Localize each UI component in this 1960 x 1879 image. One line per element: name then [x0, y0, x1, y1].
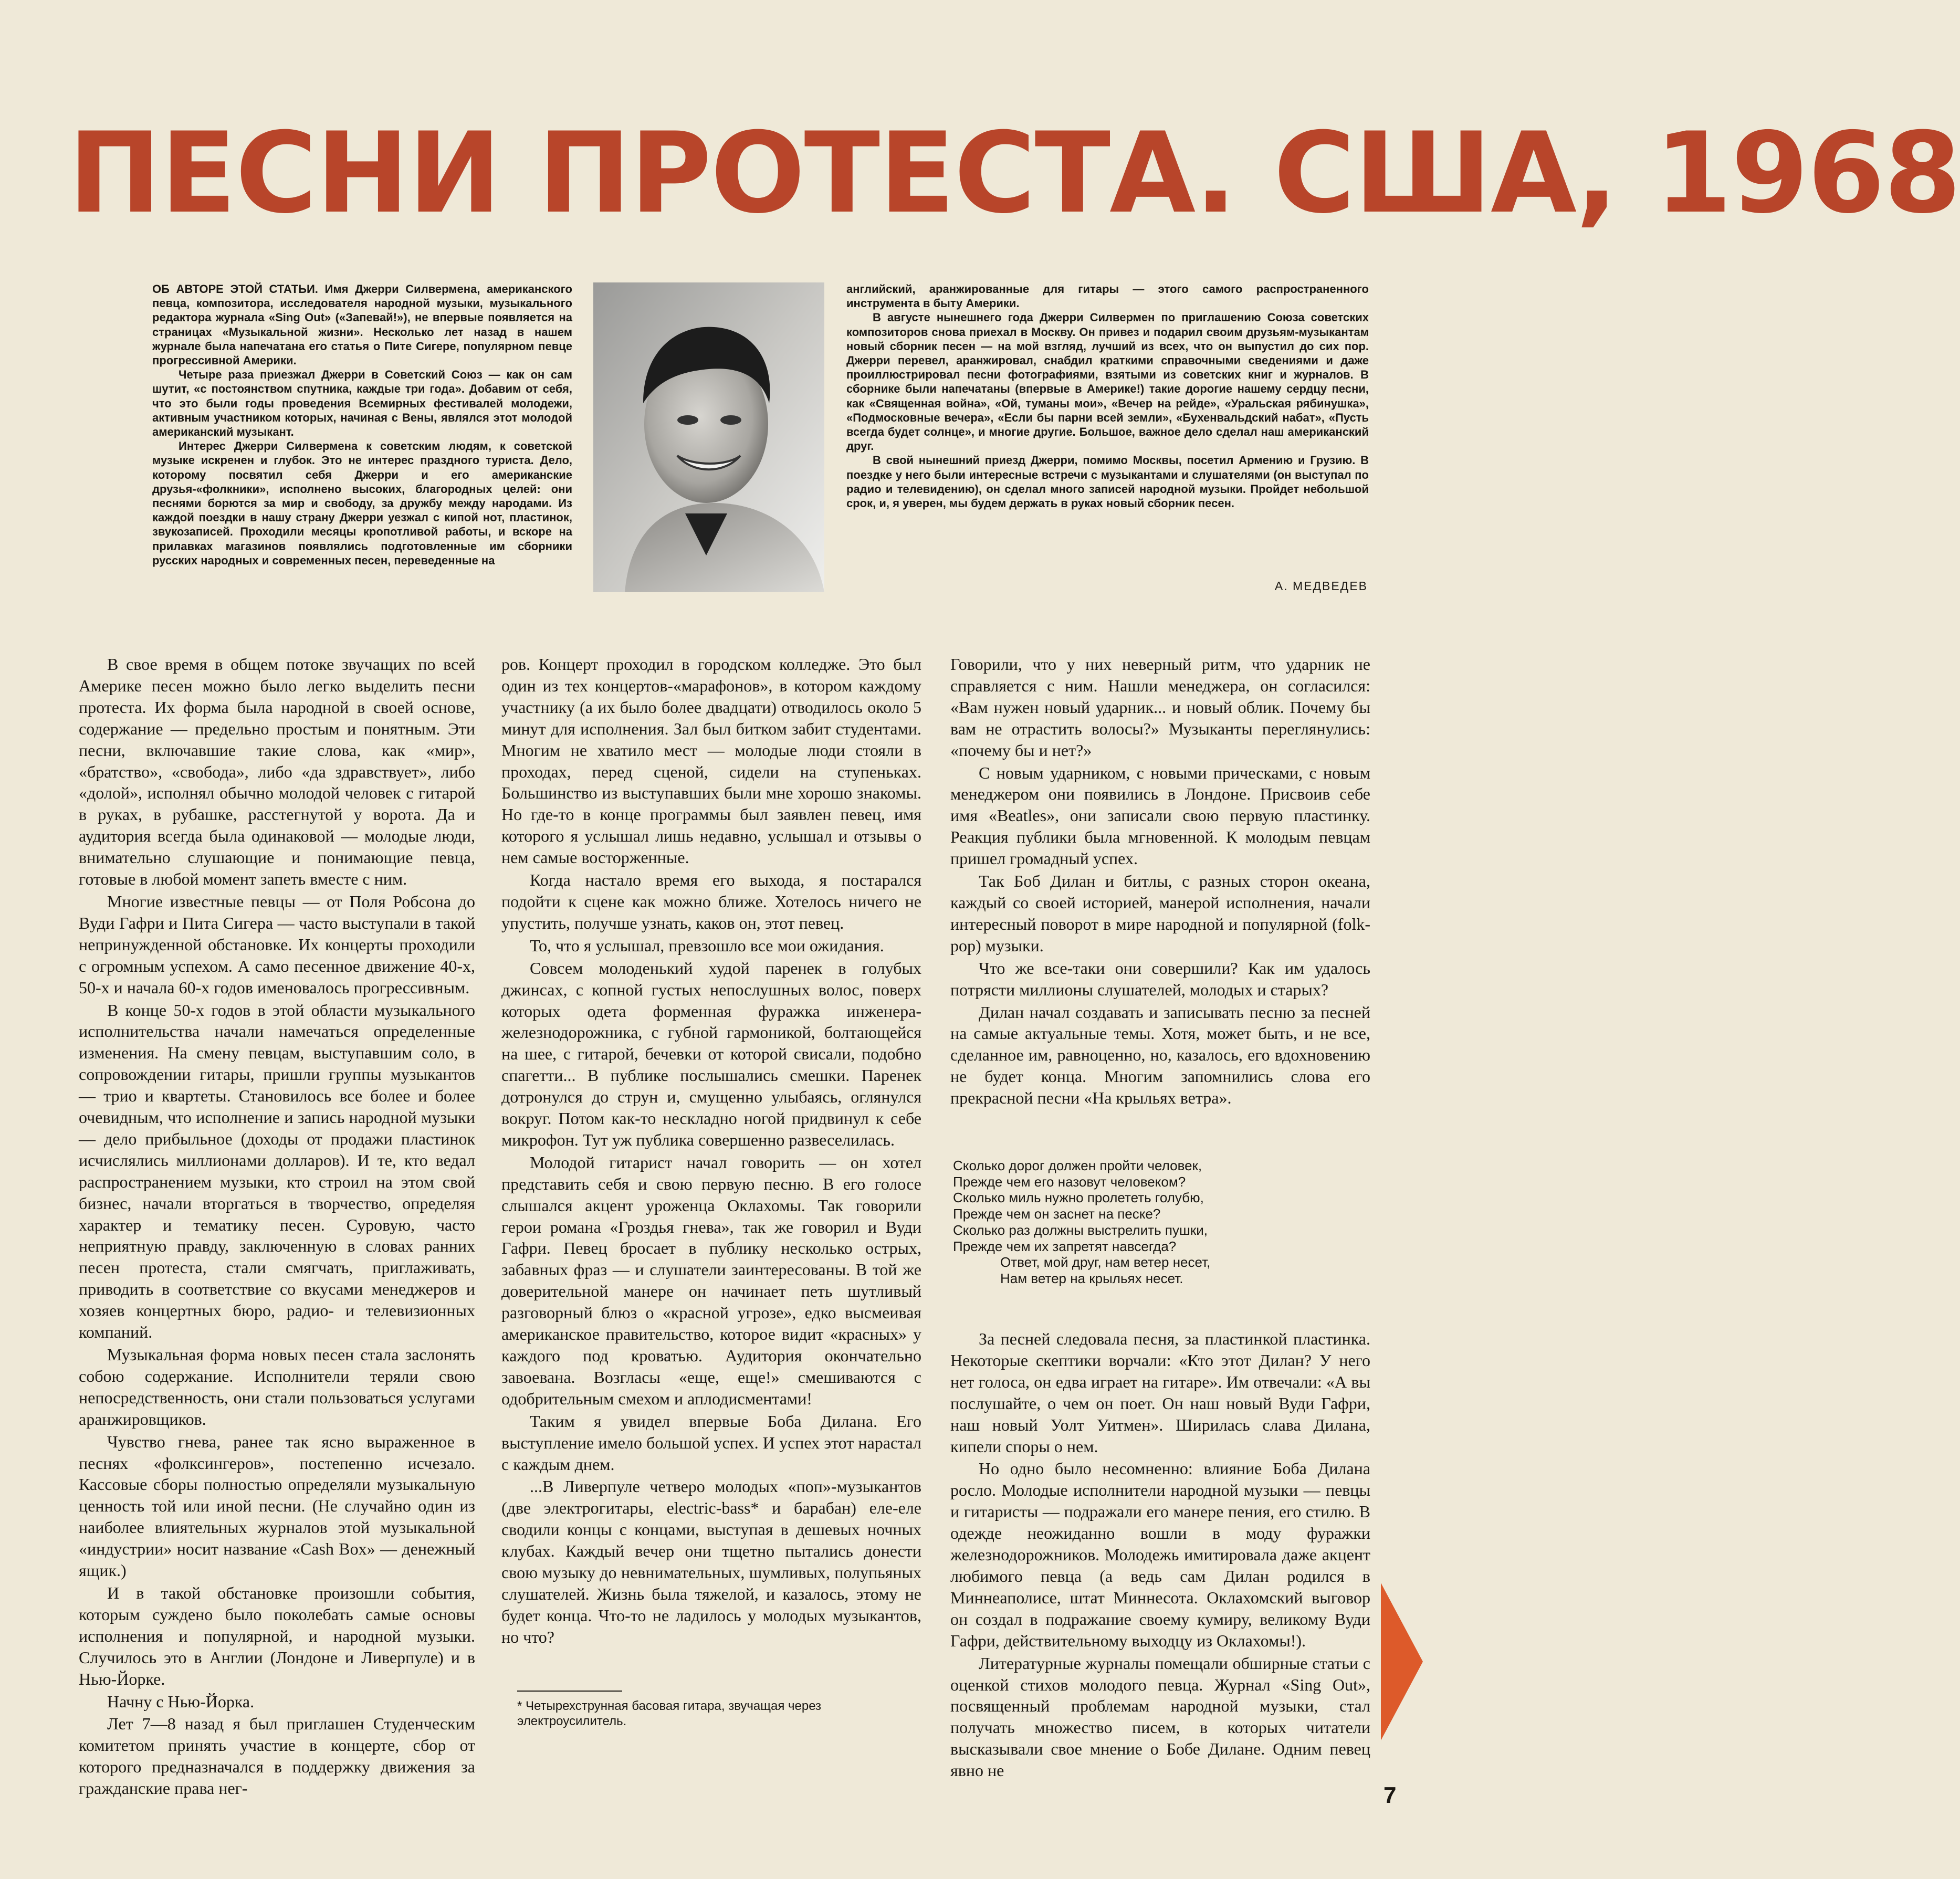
footnote-rule: [517, 1691, 622, 1692]
intro-paragraph: В свой нынешний приезд Джерри, помимо Москвы, посетил Армению и Грузию. В поездке у него были интересные встречи с музыкантами и слушателями (он выступал по радио и телевидению), он сделал много записей народной музыки. Пройдет небольшой срок, и, я уверен, мы будем держать в руках новый сборник песен.: [846, 454, 1369, 510]
song-quote: [953, 1158, 1368, 1294]
article-paragraph: Литературные журналы помещали обширные статьи с оценкой стихов молодого певца. Журнал «Sing Out», посвященный проблемам народной музыки, стал получать множество писем, в которых читатели высказывали свое мнение о Бобе Дилане. Одним певец явно не: [950, 1653, 1370, 1780]
article-paragraph: Молодой гитарист начал говорить — он хотел представить себя и свою первую песню. В его голосе слышался акцент уроженца Оклахомы. Так говорили герои романа «Гроздья гнева», так же говорил и Вуди Гафри. Певец бросает в публику несколько острых, забавных фраз — и слушатели заинтересованы. В той же доверительной манере он начинает петь шутливый разговорный блюз о «красной угрозе», едко высмеивая американское правительство, которое видит «красных» у каждого под кроватью. Аудитория окончательно завоевана. Возгласы «еще, еще!» смешиваются с одобрительным смехом и аплодисментами!: [501, 1152, 921, 1408]
article-paragraph: И в такой обстановке произошли события, которым суждено было поколебать самые основы исполнения и популярной, и народной музыки. Случилось это в Англии (Лондоне и Ливерпуле) и в Нью-Йорке.: [79, 1583, 475, 1688]
poem-line: Прежде чем их запретят навсегда?: [953, 1238, 1177, 1254]
article-column-3-top: [950, 654, 1370, 1147]
poem-line: Сколько дорог должен пройти человек,: [953, 1158, 1202, 1173]
intro-left-column: [152, 282, 572, 597]
article-paragraph: Начну с Нью-Йорка.: [107, 1692, 255, 1711]
article-paragraph: Совсем молоденький худой паренек в голубых джинсах, с копной густых непослушных волос, поверх которых одета форменная фуражка инженера-железнодорожника, с губной гармоникой, болтающейся на шее, с гитарой, бечевки от которой свисали, подобно спагетти... В публике послышались смешки. Паренек дотронулся до струн и, смущенно улыбаясь, оглянулся вокруг. Потом как-то нескладно ногой придвинул к себе микрофон. Тут уж публика совершенно развеселилась.: [501, 958, 921, 1149]
poem-line: Прежде чем он заснет на песке?: [953, 1206, 1161, 1222]
article-paragraph: ров. Концерт проходил в городском колледже. Это был один из тех концертов-«марафонов», в котором каждому участнику (а их было более двадцати) отводилось около 5 минут для исполнения. Зал был битком забит студентами. Многим не хватило мест — молодые люди стояли в проходах, перед сценой, сидели на ступеньках. Большинство из выступавших были мне хорошо знакомы. Но где-то в конце программы был заявлен певец, имя которого я услышал лишь недавно, услышал и отзывы о нем самые восторженные.: [501, 655, 921, 867]
intro-paragraph: Четыре раза приезжал Джерри в Советский Союз — как он сам шутит, «с постоянством спутника, каждые три года». Добавим от себя, что это были годы проведения Всемирных фестивалей молодежи, активным участником которых, начиная с Вены, являлся этот молодой американский музыкант.: [152, 368, 572, 439]
article-paragraph: В конце 50-х годов в этой области музыкального исполнительства начали намечаться определенные изменения. На смену певцам, выступавшим соло, в сопровождении гитары, пришли группы музыкантов — трио и квартеты. Становилось все более и более очевидным, что исполнение и запись народной музыки — дело прибыльное (доходы от продажи пластинок исчислялись миллионами долларов). И те, кто ведал распространением музыки, кто строил на этом свой бизнес, начали вторгаться в творчество, определяя характер и тематику песен. Суровую, часто неприятную правду, заключенную в словах ранних песен протеста, стали смягчать, приглаживать, приводить в соответствие со вкусами менеджеров и хозяев концертных бюро, радио- и телевизионных компаний.: [79, 1000, 475, 1342]
continue-arrow-icon: [1381, 1583, 1423, 1740]
article-paragraph: Таким я увидел впервые Боба Дилана. Его выступление имело большой успех. И успех этот нарастал с каждым днем.: [501, 1411, 921, 1474]
article-column-1: [79, 654, 475, 1798]
article-paragraph: Дилан начал создавать и записывать песню за песней на самые актуальные темы. Хотя, может быть, и не все, сделанное им, равноценно, но, казалось, его вдохновению не будет конца. Многим запомнились слова его прекрасной песни «На крыльях ветра».: [950, 1002, 1370, 1108]
poem-refrain-line: Нам ветер на крыльях несет.: [1000, 1270, 1183, 1286]
footnote: * Четырехструнная басовая гитара, звучащая через электроусилитель.: [517, 1699, 822, 1728]
article-paragraph: За песней следовала песня, за пластинкой пластинка. Некоторые скептики ворчали: «Кто этот Дилан? У него нет голоса, он едва играет на гитаре». Им отвечали: «А вы послушайте, о чем он поет. Он наш новый Вуди Гафри, наш новый Уолт Уитмен». Ширилась слава Дилана, кипели споры о нем.: [950, 1329, 1370, 1456]
page-number: 7: [1383, 1782, 1397, 1808]
article-paragraph: Говорили, что у них неверный ритм, что ударник не справляется с ним. Нашли менеджера, он согласился: «Вам нужен новый ударник... и новый облик. Почему бы вам не отрастить волосы?» Музыканты переглянулись: «почему бы и нет?»: [950, 655, 1370, 760]
article-column-3-bottom: [950, 1328, 1370, 1780]
intro-text: Имя Джерри Силвермена, американского певца, композитора, исследователя народной музыки, музыкального редактора журнала «Sing Out» («Запевай!»), не впервые появляется на страницах «Музыкальной жизни». Несколько лет назад в нашем журнале была напечатана его статья о Пите Сигере, популярном певце прогрессивной Америки.: [152, 282, 572, 368]
intro-paragraph: [152, 282, 572, 368]
poem-line: Сколько раз должны выстрелить пушки,: [953, 1222, 1208, 1238]
article-paragraph: Что же все-таки они совершили? Как им удалось потрясти миллионы слушателей, молодых и старых?: [950, 958, 1370, 999]
article-paragraph: Чувство гнева, ранее так ясно выраженное в песнях «фолксингеров», постепенно исчезало. Кассовые сборы полностью определяли музыкальную ценность той или иной песни. (Не случайно один из наиболее влиятельных журналов этой музыкальной «индустрии» носит название «Cash Box» — денежный ящик.): [79, 1432, 475, 1580]
article-title: ПЕСНИ ПРОТЕСТА. США, 1968: [68, 108, 1960, 238]
author-portrait-photo: [593, 282, 824, 592]
article-paragraph: Многие известные певцы — от Поля Робсона до Вуди Гафри и Пита Сигера — часто выступали в такой непринужденной обстановке. Их концерты проходили с огромным успехом. А само песенное движение 40-х, 50-х и начала 60-х годов именовалось прогрессивным.: [79, 891, 475, 997]
article-paragraph: ...В Ливерпуле четверо молодых «поп»-музыкантов (две электрогитары, electric-bass* и барабан) еле-еле сводили концы с концами, выступая в дешевых ночных клубах. Каждый вечер они тщетно пытались донести свою музыку до невнимательных, шумливых, полупьяных слушателей. Жизнь была тяжелой, и казалось, этому не будет конца. Что-то не ладилось у молодых музыкантов, но что?: [501, 1477, 921, 1646]
portrait-image: [593, 282, 824, 592]
author-signature: А. МЕДВЕДЕВ: [1274, 579, 1368, 593]
intro-paragraph: английский, аранжированные для гитары — этого самого распространенного инструмента в быту Америки.: [846, 282, 1369, 310]
article-paragraph: Так Боб Дилан и битлы, с разных сторон океана, каждый со своей историей, манерой исполнения, начали интересный поворот в мире народной и популярной (folk-pop) музыки.: [950, 872, 1370, 955]
article-paragraph: Музыкальная форма новых песен стала заслонять собою содержание. Исполнители теряли свою непосредственность, они стали пользоваться услугами аранжировщиков.: [79, 1345, 475, 1429]
article-paragraph: То, что я услышал, превзошло все мои ожидания.: [530, 936, 884, 955]
intro-paragraph: В августе нынешнего года Джерри Силвермен по приглашению Союза советских композиторов снова приехал в Москву. Он привез и подарил своим друзьям-музыкантам новый сборник песен — на мой взгляд, лучший из всех, что он выпустил до сих пор. Джерри перевел, аранжировал, снабдил краткими справочными сведениями и даже проиллюстрировал песни фотографиями, взятыми из советских книг и журналов. В сборнике были напечатаны (впервые в Америке!) такие дорогие нашему сердцу песни, как «Священная война», «Ой, туманы мои», «Вечер на рейде», «Уральская рябинушка», «Подмосковные вечера», «Если бы парни всей земли», «Бухенвальдский набат», «Пусть всегда будет солнце», и многие другие. Большое, важное дело сделал наш американский друг.: [846, 311, 1369, 453]
poem-refrain-line: Ответ, мой друг, нам ветер несет,: [1000, 1254, 1211, 1271]
article-paragraph: Но одно было несомненно: влияние Боба Дилана росло. Молодые исполнители народной музыки — певцы и гитаристы — подражали его манере пения, его стилю. В одежде неожиданно вошли в моду фуражки железнодорожников. Молодежь имитировала даже акцент любимого певца (а ведь сам Дилан родился в Миннеаполисе, штат Миннесота. Оклахомский выговор он создал в подражание своему кумиру, великому Вуди Гафри, действительному выходцу из Оклахомы!).: [950, 1459, 1370, 1650]
intro-paragraph: Интерес Джерри Силвермена к советским людям, к советской музыке искренен и глубок. Это не интерес праздного туриста. Дело, которому посвятил себя Джерри и его американские друзья-«фолкники», исполнено высоких, благородных целей: они песнями борются за мир и свободу, за дружбу между народами. Из каждой поездки в нашу страну Джерри уезжал с кипой нот, пластинок, звукозаписей. Проходили месяцы кропотливой работы, и вскоре на прилавках магазинов появлялись подготовленные им сборники русских народных и современных песен, переведенные на: [152, 439, 572, 567]
article-paragraph: В свое время в общем потоке звучащих по всей Америке песен можно было легко выделить песни протеста. Их форма была народной в своей основе, содержание — предельно простым и понятным. Эти песни, включавшие такие слова, как «мир», «братство», «свобода», либо «да здравствует», либо «долой», исполнял обычно молодой человек с гитарой в руках, в рубашке, расстегнутой у ворота. Да и аудитория всегда была одинаковой — молодые люди, внимательно слушающие и понимающие певца, готовые в любой момент запеть вместе с ним.: [79, 655, 475, 889]
article-paragraph: С новым ударником, с новыми прическами, с новым менеджером они появились в Лондоне. Присвоив себе имя «Beatles», они записали свою первую пластинку. Реакция публики была мгновенной. К молодым певцам пришел громадный успех.: [950, 763, 1370, 868]
article-column-2: [501, 654, 921, 1672]
intro-label: ОБ АВТОРЕ ЭТОЙ СТАТЬИ.: [152, 282, 318, 296]
poem-line: Прежде чем его назовут человеком?: [953, 1173, 1186, 1190]
article-paragraph: Когда настало время его выхода, я постарался подойти к сцене как можно ближе. Хотелось ничего не упустить, получше узнать, каков он, этот певец.: [501, 870, 921, 932]
poem-line: Сколько миль нужно пролететь голубю,: [953, 1190, 1204, 1206]
intro-right-column: [846, 282, 1369, 576]
article-paragraph: Лет 7—8 назад я был приглашен Студенческим комитетом принять участие в концерте, сбор от которого предназначался в поддержку движения за гражданские права нег-: [79, 1714, 475, 1798]
